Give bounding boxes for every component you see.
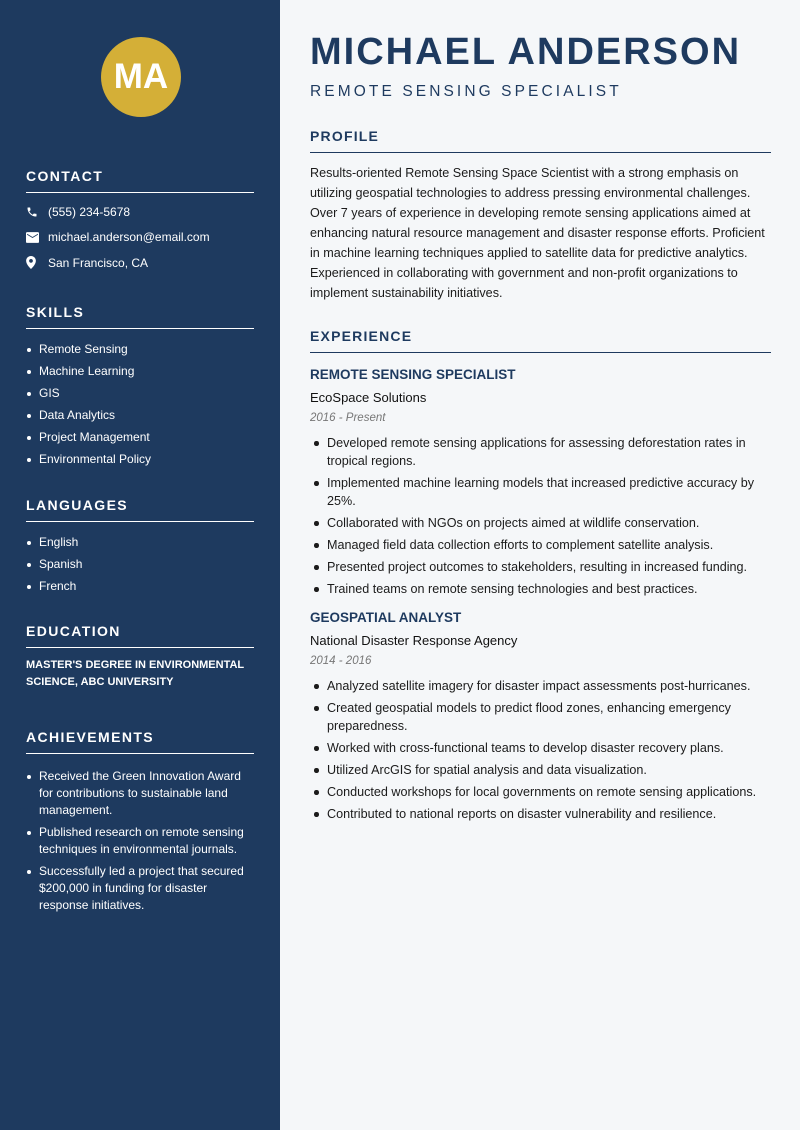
achievements-section [26, 729, 254, 919]
contact-heading: CONTACT [26, 168, 254, 193]
mail-icon [26, 232, 48, 243]
skill-item: Remote Sensing [26, 338, 254, 360]
job-bullet: Utilized ArcGIS for spatial analysis and data visualization. [310, 761, 771, 779]
job-entry [310, 610, 771, 823]
job-title-header: REMOTE SENSING SPECIALIST [310, 83, 622, 100]
language-item: English [26, 531, 254, 553]
job-bullet: Developed remote sensing applications for assessing deforestation rates in tropical regions. [310, 434, 771, 470]
skills-section [26, 304, 254, 470]
job-bullet: Analyzed satellite imagery for disaster impact assessments post-hurricanes. [310, 677, 771, 695]
job-company: National Disaster Response Agency [310, 633, 518, 648]
job-dates: 2016 - Present [310, 412, 386, 424]
job-role: REMOTE SENSING SPECIALIST [310, 367, 516, 382]
skill-item: Project Management [26, 426, 254, 448]
job-bullet: Conducted workshops for local governments on remote sensing applications. [310, 783, 771, 801]
sidebar [0, 0, 280, 1130]
profile-heading: PROFILE [310, 128, 771, 153]
language-item: Spanish [26, 553, 254, 575]
phone-icon [26, 206, 48, 218]
job-role: GEOSPATIAL ANALYST [310, 610, 462, 625]
candidate-name: MICHAEL ANDERSON [310, 31, 742, 73]
profile-section [310, 128, 771, 303]
job-bullet: Presented project outcomes to stakeholders, resulting in increased funding. [310, 558, 771, 576]
avatar: MA [101, 37, 181, 117]
achievements-heading: ACHIEVEMENTS [26, 729, 254, 754]
contact-location [26, 250, 254, 276]
contact-list [26, 199, 254, 276]
skills-list [26, 338, 254, 470]
education-section [26, 623, 254, 691]
job-company: EcoSpace Solutions [310, 390, 427, 405]
achievements-list [26, 768, 254, 914]
profile-text: Results-oriented Remote Sensing Space Scientist with a strong emphasis on utilizing geospatial technologies to address pressing environmental challenges. Over 7 years of experience in developing remote sensing applications aimed at enhancing natural resource management and disaster response efforts. Proficient in machine learning techniques applied to satellite data for predictive analytics. Experienced in collaborating with government and non-profit organizations to implement sustainability initiatives. [310, 166, 765, 300]
job-entry [310, 367, 771, 598]
skill-item: Data Analytics [26, 404, 254, 426]
job-bullets [310, 434, 771, 598]
languages-section [26, 497, 254, 597]
achievement-item: Successfully led a project that secured $200,000 in funding for disaster response initiatives. [26, 863, 254, 914]
skill-item: GIS [26, 382, 254, 404]
education-degree: MASTER'S DEGREE IN ENVIRONMENTAL SCIENCE, ABC UNIVERSITY [26, 659, 244, 688]
experience-section [310, 328, 771, 827]
skill-item: Machine Learning [26, 360, 254, 382]
job-dates: 2014 - 2016 [310, 655, 372, 667]
skill-item: Environmental Policy [26, 448, 254, 470]
language-item: French [26, 575, 254, 597]
location-pin-icon [26, 256, 48, 269]
achievement-item: Published research on remote sensing techniques in environmental journals. [26, 824, 254, 858]
job-bullet: Trained teams on remote sensing technologies and best practices. [310, 580, 771, 598]
skills-heading: SKILLS [26, 304, 254, 329]
achievement-item: Received the Green Innovation Award for contributions to sustainable land management. [26, 768, 254, 819]
contact-phone [26, 199, 254, 225]
job-bullet: Worked with cross-functional teams to develop disaster recovery plans. [310, 739, 771, 757]
languages-list [26, 531, 254, 597]
job-bullets [310, 677, 771, 823]
job-bullet: Implemented machine learning models that increased predictive accuracy by 25%. [310, 474, 771, 510]
email-text: michael.anderson@email.com [48, 230, 210, 245]
phone-text: (555) 234-5678 [48, 204, 131, 219]
experience-heading: EXPERIENCE [310, 328, 771, 353]
job-bullet: Created geospatial models to predict flood zones, enhancing emergency preparedness. [310, 699, 771, 735]
job-bullet: Contributed to national reports on disaster vulnerability and resilience. [310, 805, 771, 823]
languages-heading: LANGUAGES [26, 497, 254, 522]
contact-email [26, 225, 254, 251]
job-bullet: Collaborated with NGOs on projects aimed at wildlife conservation. [310, 514, 771, 532]
job-bullet: Managed field data collection efforts to complement satellite analysis. [310, 536, 771, 554]
education-heading: EDUCATION [26, 623, 254, 648]
contact-section [26, 168, 254, 276]
location-text: San Francisco, CA [48, 255, 149, 270]
